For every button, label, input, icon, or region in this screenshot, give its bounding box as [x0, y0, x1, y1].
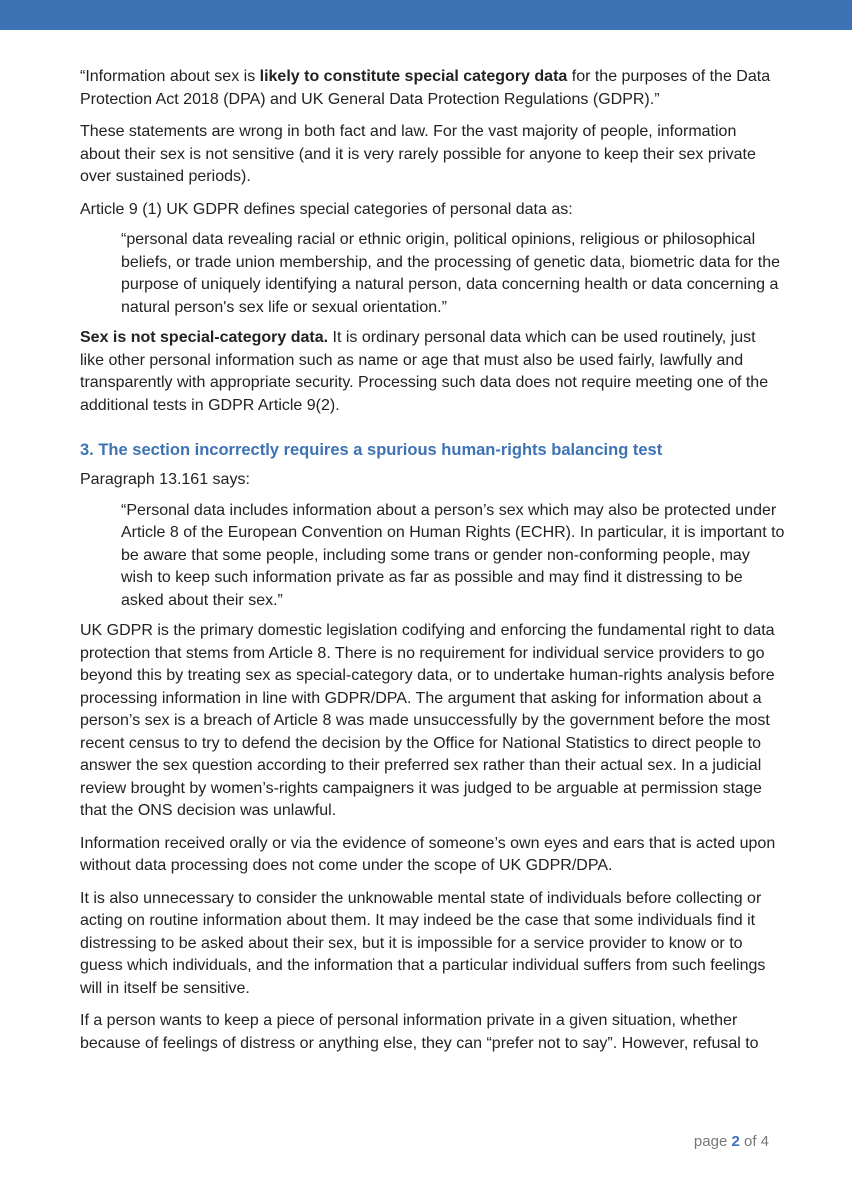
paragraph: It is also unnecessary to consider the unknowable mental state of individuals before collecting or acting on routine information about them. It may indeed be the case that some individuals find it distressing to be asked about their sex, but it is impossible for a service provider to know or to guess which individuals, and the information that a particular individual suffers from such feelings will in itself be sensitive. [80, 889, 766, 997]
text: for the purposes of the Data Protection Act 2018 (DPA) and UK General Data Protection Regulations (GDPR).” [80, 68, 771, 108]
paragraph: These statements are wrong in both fact and law. For the vast majority of people, information about their sex is not sensitive (and it is very rarely possible for anyone to keep their sex private over sustained periods). [80, 123, 756, 185]
paragraph: Article 9 (1) UK GDPR defines special categories of personal data as: [80, 200, 573, 218]
paragraph: Paragraph 13.161 says: [80, 471, 250, 488]
document-body [80, 66, 785, 1065]
block-quote: “Personal data includes information about a person’s sex which may also be protected under Article 8 of the European Convention on Human Rights (ECHR). In particular, it is important to be aware that some people, including some trans or gender non-conforming people, may wish to keep such information private as far as possible and may find it distressing to be asked about their sex.” [121, 501, 785, 609]
header-accent-bar [0, 0, 852, 30]
page-current: 2 [731, 1133, 740, 1150]
paragraph: Information received orally or via the evidence of someone’s own eyes and ears that is acted upon without data processing does not come under the scope of UK GDPR/DPA. [80, 834, 776, 874]
paragraph [80, 327, 780, 417]
paragraph-quote-statement [80, 66, 780, 111]
paragraph: UK GDPR is the primary domestic legislation codifying and enforcing the fundamental right to data protection that stems from Article 8. There is no requirement for individual service providers to go beyond this by treating sex as special-category data, or to undertake human-rights analysis before processing information in line with GDPR/DPA. The argument that asking for information about a person’s sex is a breach of Article 8 was made unsuccessfully by the government before the most recent census to try to defend the decision by the Office for National Statistics to direct people to answer the sex question according to their preferred sex rather than their actual sex. In a judicial review brought by women’s-rights campaigners it was judged to be arguable at permission stage that the ONS decision was unlawful. [80, 622, 775, 819]
emphasis-text: likely to constitute special category data [259, 68, 568, 85]
text: It is ordinary personal data which can be used routinely, just like other personal information such as name or age that must also be used fairly, lawfully and transparently with appropriate security. Processing such data does not require meeting one of the additional tests in GDPR Article 9(2). [80, 329, 769, 414]
page-prefix: page [693, 1133, 732, 1150]
block-quote: “personal data revealing racial or ethnic origin, political opinions, religious or philosophical beliefs, or trade union membership, and the processing of genetic data, biometric data for the purpose of uniquely identifying a natural person, data concerning health or data concerning a natural person's sex life or sexual orientation.” [121, 231, 781, 316]
text: “Information about sex is [80, 68, 260, 85]
paragraph: If a person wants to keep a piece of personal information private in a given situation, whether because of feelings of distress or anything else, they can “prefer not to say”. However, refusal to [80, 1012, 759, 1052]
section-heading: 3. The section incorrectly requires a spurious human-rights balancing test [80, 441, 663, 459]
page-number [694, 1133, 769, 1150]
emphasis-text: Sex is not special-category data. [80, 329, 329, 346]
page-suffix: of 4 [739, 1133, 769, 1150]
